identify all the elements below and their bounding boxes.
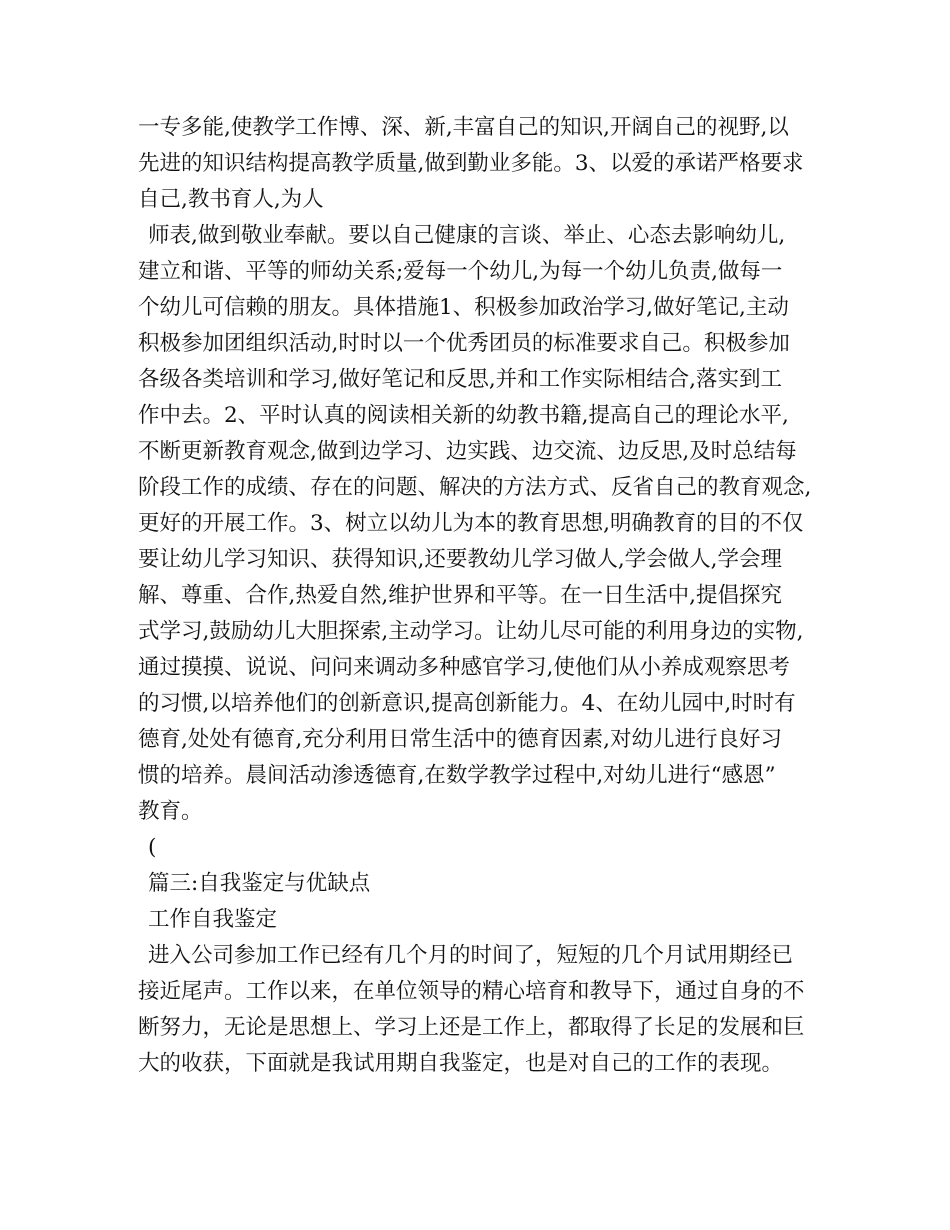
- text-line: 要让幼儿学习知识、获得知识,还要教幼儿学习做人,学会做人,学会理: [138, 547, 783, 572]
- text-line: 作中去。2、平时认真的阅读相关新的幼教书籍,提高自己的理论水平,: [138, 403, 789, 428]
- text-line: 通过摸摸、说说、问问来调动多种感官学习,使他们从小养成观察思考: [138, 655, 790, 680]
- text-line: 个幼儿可信赖的朋友。具体措施1、积极参加政治学习,做好笔记,主动: [138, 295, 789, 320]
- text-line: 不断更新教育观念,做到边学习、边实践、边交流、边反思,及时总结每: [138, 439, 797, 464]
- text-line: 自己,教书育人,为人: [138, 187, 324, 212]
- text-line: 接近尾声。工作以来，在单位领导的精心培育和教导下，通过自身的不: [138, 979, 805, 1004]
- text-line: 积极参加团组织活动,时时以一个优秀团员的标准要求自己。积极参加: [138, 331, 790, 356]
- text-line: 各级各类培训和学习,做好笔记和反思,并和工作实际相结合,落实到工: [138, 367, 783, 392]
- text-line: 建立和谐、平等的师幼关系;爱每一个幼儿,为每一个幼儿负责,做每一: [138, 259, 783, 284]
- text-line: 断努力，无论是思想上、学习上还是工作上，都取得了长足的发展和巨: [138, 1015, 805, 1040]
- text-line: 师表,做到敬业奉献。要以自己健康的言谈、举止、心态去影响幼儿,: [148, 223, 786, 248]
- text-line: 大的收获，下面就是我试用期自我鉴定，也是对自己的工作的表现。: [138, 1051, 784, 1076]
- document-body: [138, 110, 828, 1082]
- section-heading: 篇三:自我鉴定与优缺点: [148, 871, 371, 896]
- text-line: 式学习,鼓励幼儿大胆探索,主动学习。让幼儿尽可能的利用身边的实物,: [138, 619, 804, 644]
- text-line: 解、尊重、合作,热爱自然,维护世界和平等。在一日生活中,提倡探究: [138, 583, 783, 608]
- text-line: 惯的培养。晨间活动渗透德育,在数学教学过程中,对幼儿进行“感恩”: [138, 763, 776, 788]
- text-line: (: [148, 835, 157, 860]
- text-line: 先进的知识结构提高教学质量,做到勤业多能。3、以爱的承诺严格要求: [138, 151, 804, 176]
- text-line: 进入公司参加工作已经有几个月的时间了，短短的几个月试用期经已: [148, 943, 794, 968]
- text-line: 的习惯,以培养他们的创新意识,提高创新能力。4、在幼儿园中,时时有: [138, 691, 796, 716]
- text-line: 教育。: [138, 799, 203, 824]
- text-line: 更好的开展工作。3、树立以幼儿为本的教育思想,明确教育的目的不仅: [138, 511, 804, 536]
- text-line: 德育,处处有德育,充分利用日常生活中的德育因素,对幼儿进行良好习: [138, 727, 783, 752]
- text-line: 阶段工作的成绩、存在的问题、解决的方法方式、反省自己的教育观念,: [138, 475, 812, 500]
- text-line: 一专多能,使教学工作博、深、新,丰富自己的知识,开阔自己的视野,以: [138, 115, 789, 140]
- section-subheading: 工作自我鉴定: [148, 907, 278, 932]
